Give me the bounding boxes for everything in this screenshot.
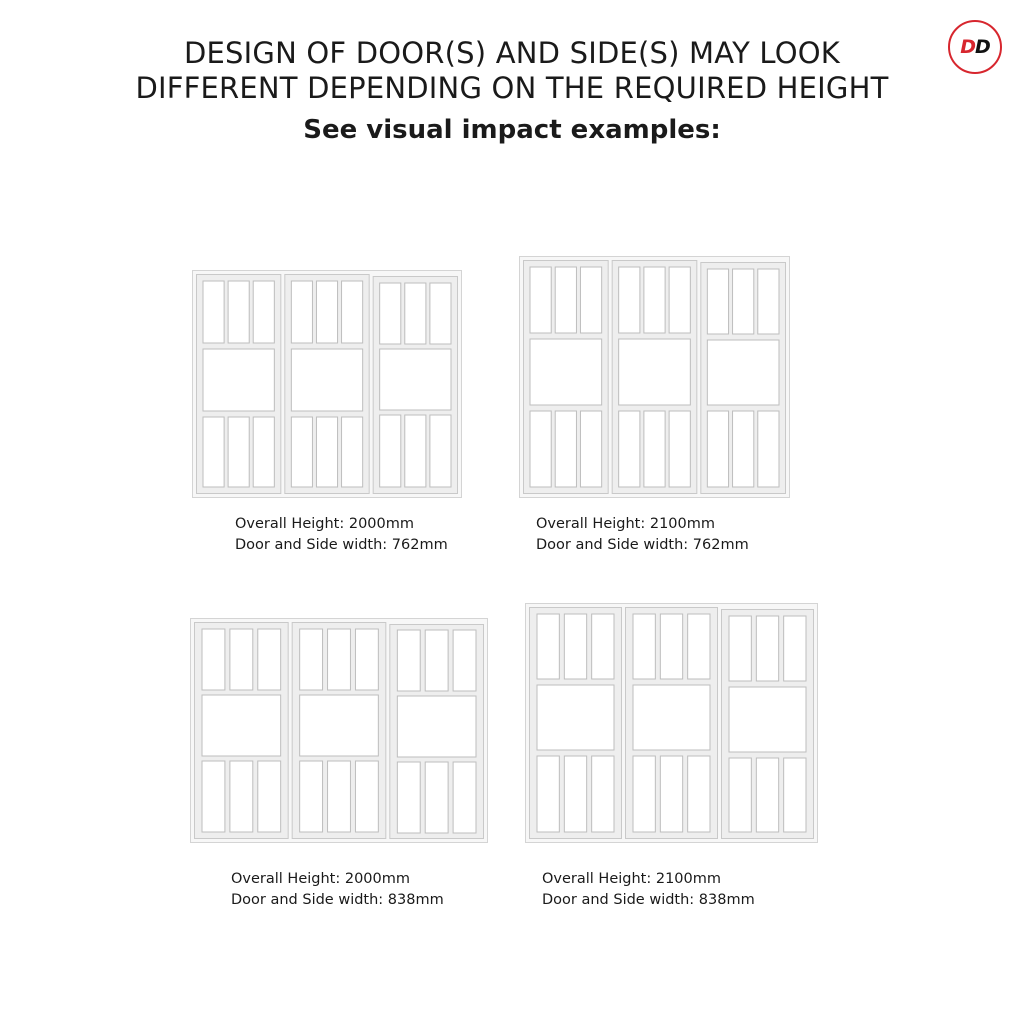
glass-pane <box>380 283 401 344</box>
door-set-example-1 <box>192 270 462 498</box>
logo-letter-2: D <box>975 36 990 58</box>
glass-pane <box>537 756 559 832</box>
glass-pane <box>202 695 281 756</box>
glass-pane <box>258 761 281 832</box>
glass-pane <box>784 758 806 832</box>
door-panel <box>390 625 484 839</box>
glass-pane <box>355 761 378 832</box>
glass-pane <box>291 417 312 487</box>
glass-pane <box>619 339 691 405</box>
glass-pane <box>580 267 601 333</box>
glass-pane <box>758 269 779 334</box>
glass-pane <box>397 762 420 833</box>
glass-pane <box>619 267 640 333</box>
glass-pane <box>316 281 337 343</box>
heading-line-1: DESIGN OF DOOR(S) AND SIDE(S) MAY LOOK <box>184 36 840 70</box>
door-set-example-4 <box>525 603 818 843</box>
heading-line-2: DIFFERENT DEPENDING ON THE REQUIRED HEIGHT <box>135 71 889 105</box>
glass-pane <box>300 695 379 756</box>
glass-pane <box>580 411 601 487</box>
glass-pane <box>555 267 576 333</box>
glass-pane <box>397 630 420 691</box>
door-panel <box>197 275 281 494</box>
door-panel <box>524 261 609 494</box>
door-side-width-label: Door and Side width: 762mm <box>536 537 749 553</box>
door-panel <box>195 623 289 839</box>
logo-letter-1: D <box>960 36 975 58</box>
caption-example-2 <box>536 514 749 556</box>
glass-pane <box>633 756 655 832</box>
glass-pane <box>425 630 448 691</box>
glass-pane <box>342 281 363 343</box>
glass-pane <box>733 269 754 334</box>
glass-pane <box>430 283 451 344</box>
glass-pane <box>405 415 426 487</box>
glass-pane <box>530 411 551 487</box>
glass-pane <box>758 411 779 487</box>
brand-logo <box>948 20 1002 74</box>
glass-pane <box>228 281 249 343</box>
glass-pane <box>537 685 614 750</box>
overall-height-label: Overall Height: 2000mm <box>235 516 415 532</box>
glass-pane <box>729 616 751 681</box>
glass-pane <box>592 756 614 832</box>
door-panel <box>612 261 697 494</box>
glass-pane <box>202 761 225 832</box>
glass-pane <box>619 411 640 487</box>
glass-pane <box>230 761 253 832</box>
glass-pane <box>688 756 710 832</box>
glass-pane <box>430 415 451 487</box>
glass-pane <box>564 614 586 679</box>
door-panel <box>373 277 457 494</box>
glass-pane <box>328 761 351 832</box>
glass-pane <box>733 411 754 487</box>
glass-pane <box>453 762 476 833</box>
glass-pane <box>380 415 401 487</box>
glass-pane <box>756 758 778 832</box>
door-panel <box>530 608 622 839</box>
caption-example-1 <box>235 514 448 556</box>
glass-pane <box>530 267 551 333</box>
glass-pane <box>203 349 274 411</box>
glass-pane <box>291 281 312 343</box>
door-panel <box>285 275 369 494</box>
glass-pane <box>660 756 682 832</box>
glass-pane <box>405 283 426 344</box>
glass-pane <box>644 411 665 487</box>
glass-pane <box>555 411 576 487</box>
glass-pane <box>328 629 351 690</box>
glass-pane <box>203 417 224 487</box>
glass-pane <box>258 629 281 690</box>
glass-pane <box>729 687 806 752</box>
glass-pane <box>633 614 655 679</box>
glass-pane <box>707 340 779 405</box>
glass-pane <box>253 417 274 487</box>
glass-pane <box>230 629 253 690</box>
glass-pane <box>660 614 682 679</box>
glass-pane <box>669 267 690 333</box>
glass-pane <box>669 411 690 487</box>
glass-pane <box>380 349 451 410</box>
glass-pane <box>202 629 225 690</box>
glass-pane <box>453 630 476 691</box>
glass-pane <box>784 616 806 681</box>
glass-pane <box>688 614 710 679</box>
door-set-example-3 <box>190 618 488 843</box>
door-panel <box>626 608 718 839</box>
glass-pane <box>537 614 559 679</box>
glass-pane <box>355 629 378 690</box>
glass-pane <box>592 614 614 679</box>
subheading: See visual impact examples: <box>303 115 721 145</box>
glass-pane <box>316 417 337 487</box>
door-side-width-label: Door and Side width: 838mm <box>542 892 755 908</box>
glass-pane <box>530 339 602 405</box>
overall-height-label: Overall Height: 2100mm <box>542 871 722 887</box>
glass-pane <box>300 629 323 690</box>
glass-pane <box>707 269 728 334</box>
glass-pane <box>203 281 224 343</box>
glass-pane <box>291 349 362 411</box>
overall-height-label: Overall Height: 2000mm <box>231 871 411 887</box>
glass-pane <box>633 685 710 750</box>
door-panel <box>701 263 786 494</box>
door-side-width-label: Door and Side width: 762mm <box>235 537 448 553</box>
glass-pane <box>564 756 586 832</box>
caption-example-3 <box>231 869 444 911</box>
glass-pane <box>707 411 728 487</box>
glass-pane <box>300 761 323 832</box>
glass-pane <box>342 417 363 487</box>
door-side-width-label: Door and Side width: 838mm <box>231 892 444 908</box>
door-panel <box>292 623 386 839</box>
door-panel <box>722 610 814 839</box>
door-set-example-2 <box>519 256 790 498</box>
glass-pane <box>425 762 448 833</box>
glass-pane <box>644 267 665 333</box>
overall-height-label: Overall Height: 2100mm <box>536 516 716 532</box>
glass-pane <box>756 616 778 681</box>
glass-pane <box>397 696 476 757</box>
glass-pane <box>729 758 751 832</box>
caption-example-4 <box>542 869 755 911</box>
glass-pane <box>228 417 249 487</box>
glass-pane <box>253 281 274 343</box>
